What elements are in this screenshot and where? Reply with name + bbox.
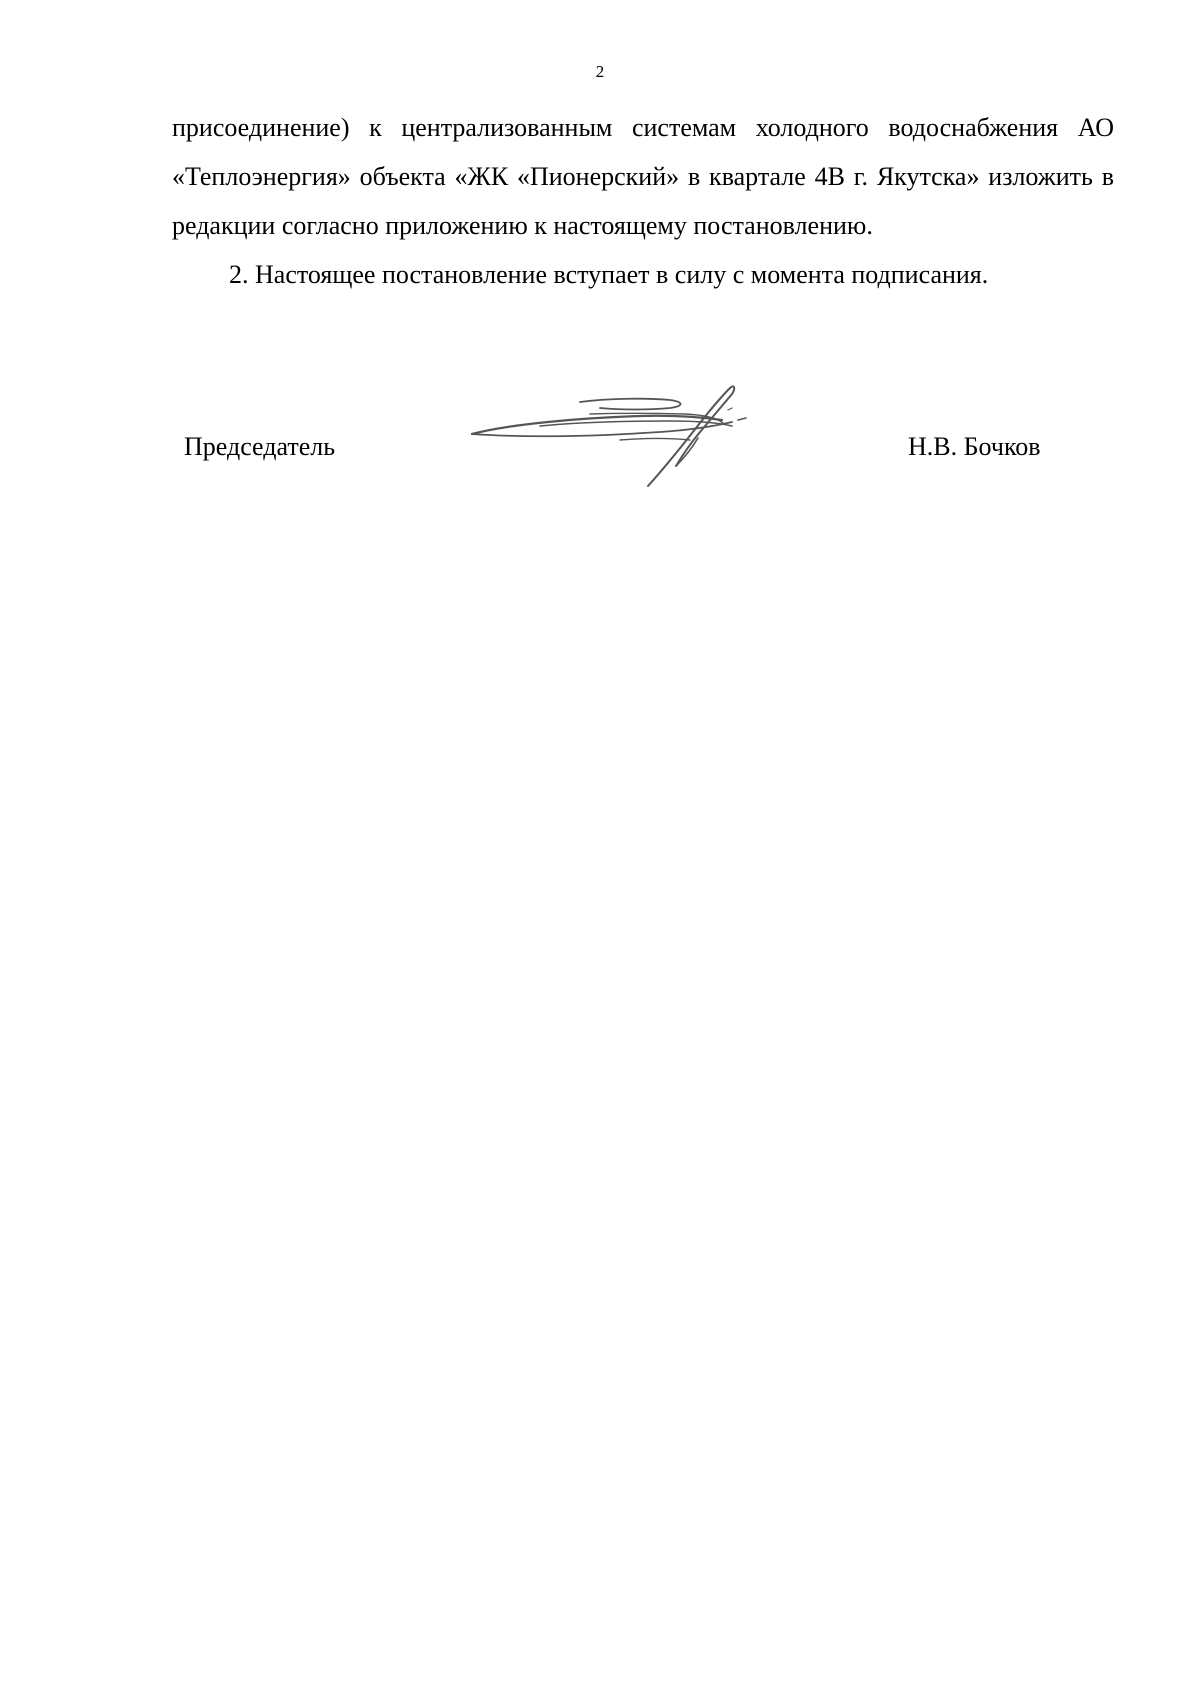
paragraph-2: 2. Настоящее постановление вступает в силу с момента подписания.: [229, 260, 989, 289]
signer-title: Председатель: [184, 432, 336, 461]
signer-name: Н.В. Бочков: [908, 432, 1041, 461]
document-body: [172, 103, 1114, 299]
handwritten-signature: [470, 380, 790, 490]
signature-block: [0, 380, 1200, 490]
paragraph-1: присоединение) к централизованным системам холодного водоснабжения АО «Теплоэнергия» объекта «ЖК «Пионерский» в квартале 4В г. Якутска» изложить в редакции согласно приложению к настоящему постановлению.: [172, 113, 1114, 240]
page-number: 2: [595, 62, 605, 81]
